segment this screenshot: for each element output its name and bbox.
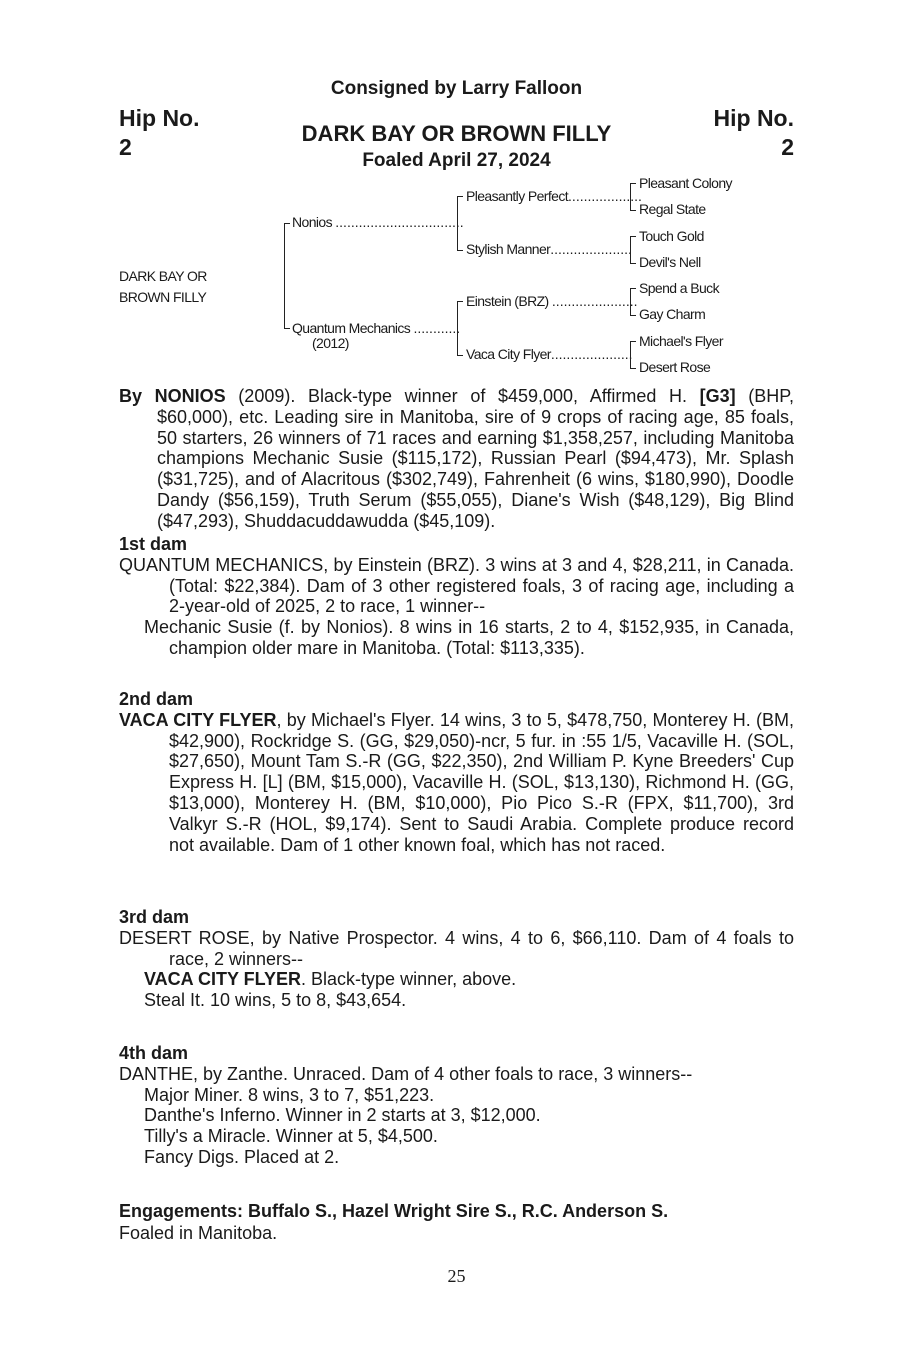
sire-sire: Pleasantly Perfect................... <box>466 188 642 204</box>
by-label: By <box>119 386 155 406</box>
third-dam-section <box>119 907 794 1011</box>
dam-year: (2012) <box>312 335 349 351</box>
consignor: Consigned by Larry Falloon <box>330 78 583 99</box>
grade-badge: [G3] <box>699 386 736 406</box>
dam-record: DESERT ROSE, by Native Prospector. 4 wins, 4 to 6, $66,110. Dam of 4 foals to race, 2 winners-- <box>119 927 794 969</box>
produce-record: VACA CITY FLYER. Black-type winner, above. <box>144 969 517 990</box>
section-heading: 4th dam <box>119 1043 189 1063</box>
produce-record: Danthe's Inferno. Winner in 2 starts at 3, $12,000. <box>144 1105 541 1126</box>
engagements-block <box>119 1200 668 1244</box>
bracket-gen1 <box>284 223 290 329</box>
produce-record: Mechanic Susie (f. by Nonios). 8 wins in 16 starts, 2 to 4, $152,935, in Canada, champion older mare in Manitoba. (Total: $113,335). <box>144 617 794 658</box>
produce-record: Steal It. 10 wins, 5 to 8, $43,654. <box>144 990 407 1011</box>
dam-dam: Vaca City Flyer..................... <box>466 346 633 362</box>
ancestor: Pleasant Colony <box>639 175 732 191</box>
page-title: DARK BAY OR BROWN FILLY <box>301 121 612 146</box>
fourth-dam-section <box>119 1043 794 1168</box>
ancestor: Regal State <box>639 201 706 217</box>
ancestor: Michael's Flyer <box>639 333 723 349</box>
dam-record: QUANTUM MECHANICS, by Einstein (BRZ). 3 wins at 3 and 4, $28,211, in Canada. (Total: $22,384). Dam of 3 other registered foals, 3 of racing age, including a 2-year-old of 2025, 2 to race, 1 winner-- <box>119 554 794 617</box>
ancestor: Gay Charm <box>639 306 706 322</box>
hip-value: 2 <box>119 134 132 160</box>
bracket-gen3 <box>630 183 636 211</box>
dam-name: Quantum Mechanics ............ <box>292 320 461 336</box>
first-dam-section <box>119 534 794 659</box>
dam-record: VACA CITY FLYER, by Michael's Flyer. 14 wins, 3 to 5, $478,750, Monterey H. (BM, $42,900), Rockridge S. (GG, $29,050)-ncr, 5 fur. in :55 1/5, Vacaville H. (SOL, $27,650), Mount Tam S.-R (GG, $22,350), 2nd William P. Kyne Breeders' Cup Express H. [L] (BM, $15,000), Vacaville H. (SOL, $13,130), Richmond H. (GG, $13,000), Monterey H. (BM, $10,000), Pio Pico S.-R (FPX, $11,700), 3rd Valkyr S.-R (HOL, $9,174). Sent to Saudi Arabia. Complete produce record not available. Dam of 1 other known foal, which has not raced. <box>119 709 794 855</box>
hip-value: 2 <box>781 134 794 160</box>
foaled-location: Foaled in Manitoba. <box>119 1223 278 1243</box>
ancestor: Touch Gold <box>639 228 704 244</box>
subject <box>119 266 207 308</box>
sire-summary: By NONIOS (2009). Black-type winner of $459,000, Affirmed H. [G3] (BHP, $60,000), etc. Leading sire in Manitoba, sire of 9 crops of racing age, 85 foals, 50 starters, 26 winners of 71 races and earning $1,358,257, including Manitoba champions Mechanic Susie ($115,172), Russian Pearl ($94,473), Mr. Splash ($31,725), and of Alacritous ($302,749), Fahrenheit (6 wins, $180,990), Doodle Dandy ($56,159), Truth Serum ($55,055), Diane's Wish ($48,129), Big Blind ($47,293), Shuddacuddawudda ($45,109). <box>119 386 794 531</box>
sire-dam: Stylish Manner..................... <box>466 241 632 257</box>
ancestor: Desert Rose <box>639 359 711 375</box>
engagements: Engagements: Buffalo S., Hazel Wright Sire S., R.C. Anderson S. <box>119 1201 669 1221</box>
bracket-gen2-dam <box>457 301 463 356</box>
produce-record: Tilly's a Miracle. Winner at 5, $4,500. <box>144 1126 438 1147</box>
page-number: 25 <box>447 1266 466 1286</box>
hip-label: Hip No. <box>713 105 794 131</box>
ancestor: Devil's Nell <box>639 254 701 270</box>
hip-label: Hip No. <box>119 105 200 131</box>
section-heading: 2nd dam <box>119 689 194 709</box>
subject-line: DARK BAY OR <box>119 268 207 284</box>
ancestor: Spend a Buck <box>639 280 719 296</box>
bracket-gen3 <box>630 341 636 369</box>
section-heading: 3rd dam <box>119 907 190 927</box>
foaled-date: Foaled April 27, 2024 <box>362 150 551 171</box>
produce-record: Major Miner. 8 wins, 3 to 7, $51,223. <box>144 1084 435 1105</box>
dam-record: DANTHE, by Zanthe. Unraced. Dam of 4 other foals to race, 3 winners-- <box>119 1063 693 1084</box>
sire-name-bold: NONIOS <box>154 386 226 406</box>
section-heading: 1st dam <box>119 534 188 554</box>
bracket-gen3 <box>630 236 636 264</box>
subject-line: BROWN FILLY <box>119 289 207 305</box>
produce-record: Fancy Digs. Placed at 2. <box>144 1146 340 1167</box>
second-dam-section <box>119 689 794 855</box>
sire-name: Nonios ................................. <box>292 214 464 230</box>
bracket-gen2-sire <box>457 196 463 251</box>
dam-sire: Einstein (BRZ) ...................... <box>466 293 638 309</box>
bracket-gen3 <box>630 288 636 316</box>
